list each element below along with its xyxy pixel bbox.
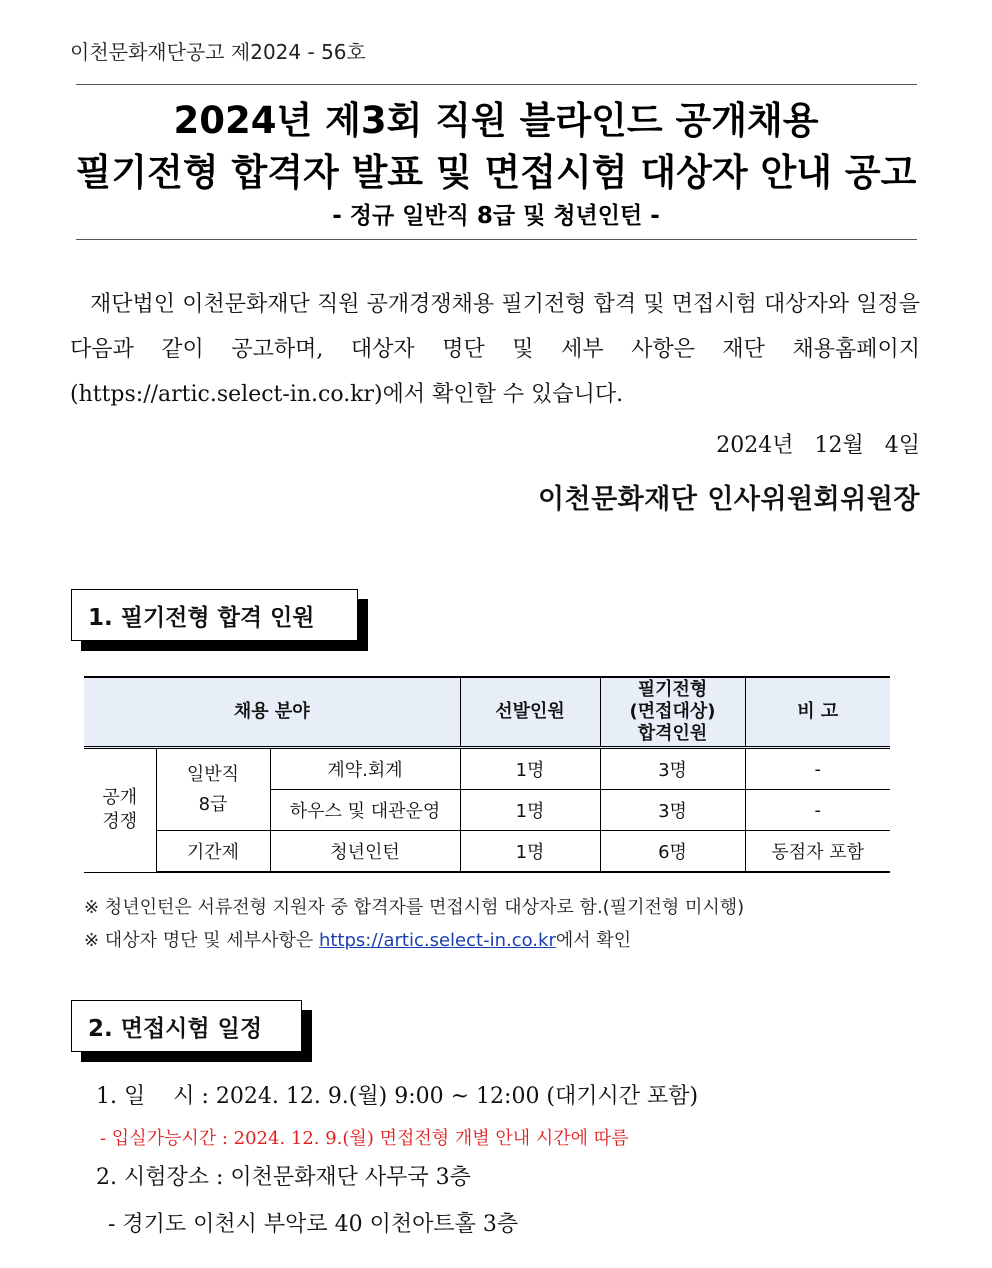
cell-selection: 1명 xyxy=(460,790,600,831)
header-passed-line1: 필기전형 xyxy=(637,679,708,700)
group-general-8: 일반직 8급 xyxy=(156,748,270,831)
schedule-datetime: 1. 일 시 : 2024. 12. 9.(월) 9:00 ~ 12:00 (대기시간 포함) xyxy=(96,1084,699,1109)
cell-field: 청년인턴 xyxy=(270,831,460,873)
cell-field: 하우스 및 대관운영 xyxy=(270,790,460,831)
cell-selection: 1명 xyxy=(460,831,600,873)
cell-remarks: 동점자 포함 xyxy=(745,831,890,873)
announcement-date: 2024년 12월 4일 xyxy=(716,433,920,458)
cell-passed: 3명 xyxy=(600,790,745,831)
results-table xyxy=(84,676,890,873)
section-1-heading: 1. 필기전형 합격 인원 xyxy=(71,589,358,641)
issuer: 이천문화재단 인사위원회위원장 xyxy=(537,484,920,515)
header-passed-line3: 합격인원 xyxy=(637,723,708,744)
group-open-competition: 공개 경쟁 xyxy=(84,748,156,873)
header-remarks: 비 고 xyxy=(745,677,890,748)
note-intern: ※ 청년인턴은 서류전형 지원자 중 합격자를 면접시험 대상자로 함.(필기전형 미시행) xyxy=(84,897,745,918)
cell-passed: 6명 xyxy=(600,831,745,873)
header-field: 채용 분야 xyxy=(84,677,460,748)
table-row xyxy=(84,831,890,873)
cell-selection: 1명 xyxy=(460,748,600,790)
title-line-2: 필기전형 합격자 발표 및 면접시험 대상자 안내 공고 xyxy=(75,151,917,194)
intro-paragraph xyxy=(70,282,920,417)
section-2-heading: 2. 면접시험 일정 xyxy=(71,1000,302,1052)
schedule-venue: 2. 시험장소 : 이천문화재단 사무국 3층 xyxy=(96,1165,471,1190)
cell-passed: 3명 xyxy=(600,748,745,790)
note-details-prefix: ※ 대상자 명단 및 세부사항은 xyxy=(84,930,319,951)
note-details xyxy=(84,926,631,952)
recruitment-site-link[interactable]: https://artic.select-in.co.kr xyxy=(318,930,556,951)
intro-text: 재단법인 이천문화재단 직원 공개경쟁채용 필기전형 합격 및 면접시험 대상자와 일정을 다음과 같이 공고하며, 대상자 명단 및 세부 사항은 재단 채용홈페이지(https://artic.select-in.co.kr)에서 확인할 수 있습니다. xyxy=(70,292,920,407)
schedule-venue-address: - 경기도 이천시 부악로 40 이천아트홀 3층 xyxy=(108,1212,519,1237)
subtitle: - 정규 일반직 8급 및 청년인턴 - xyxy=(332,203,660,229)
title-line-1: 2024년 제3회 직원 블라인드 공개채용 xyxy=(173,99,819,142)
notice-number: 이천문화재단공고 제2024 - 56호 xyxy=(70,40,366,64)
schedule-entry-time-note: - 입실가능시간 : 2024. 12. 9.(월) 면접전형 개별 안내 시간에 따름 xyxy=(100,1128,629,1149)
cell-remarks: - xyxy=(745,748,890,790)
title-bottom-divider xyxy=(76,239,917,240)
cell-remarks: - xyxy=(745,790,890,831)
header-passed-line2: (면접대상) xyxy=(629,701,716,722)
note-details-suffix: 에서 확인 xyxy=(555,930,632,951)
header-selection: 선발인원 xyxy=(460,677,600,748)
cell-category: 기간제 xyxy=(156,831,270,873)
top-divider xyxy=(76,84,917,85)
header-passed xyxy=(600,677,745,748)
cell-field: 계약.회계 xyxy=(270,748,460,790)
table-row xyxy=(84,748,890,790)
table-header-row xyxy=(84,677,890,748)
